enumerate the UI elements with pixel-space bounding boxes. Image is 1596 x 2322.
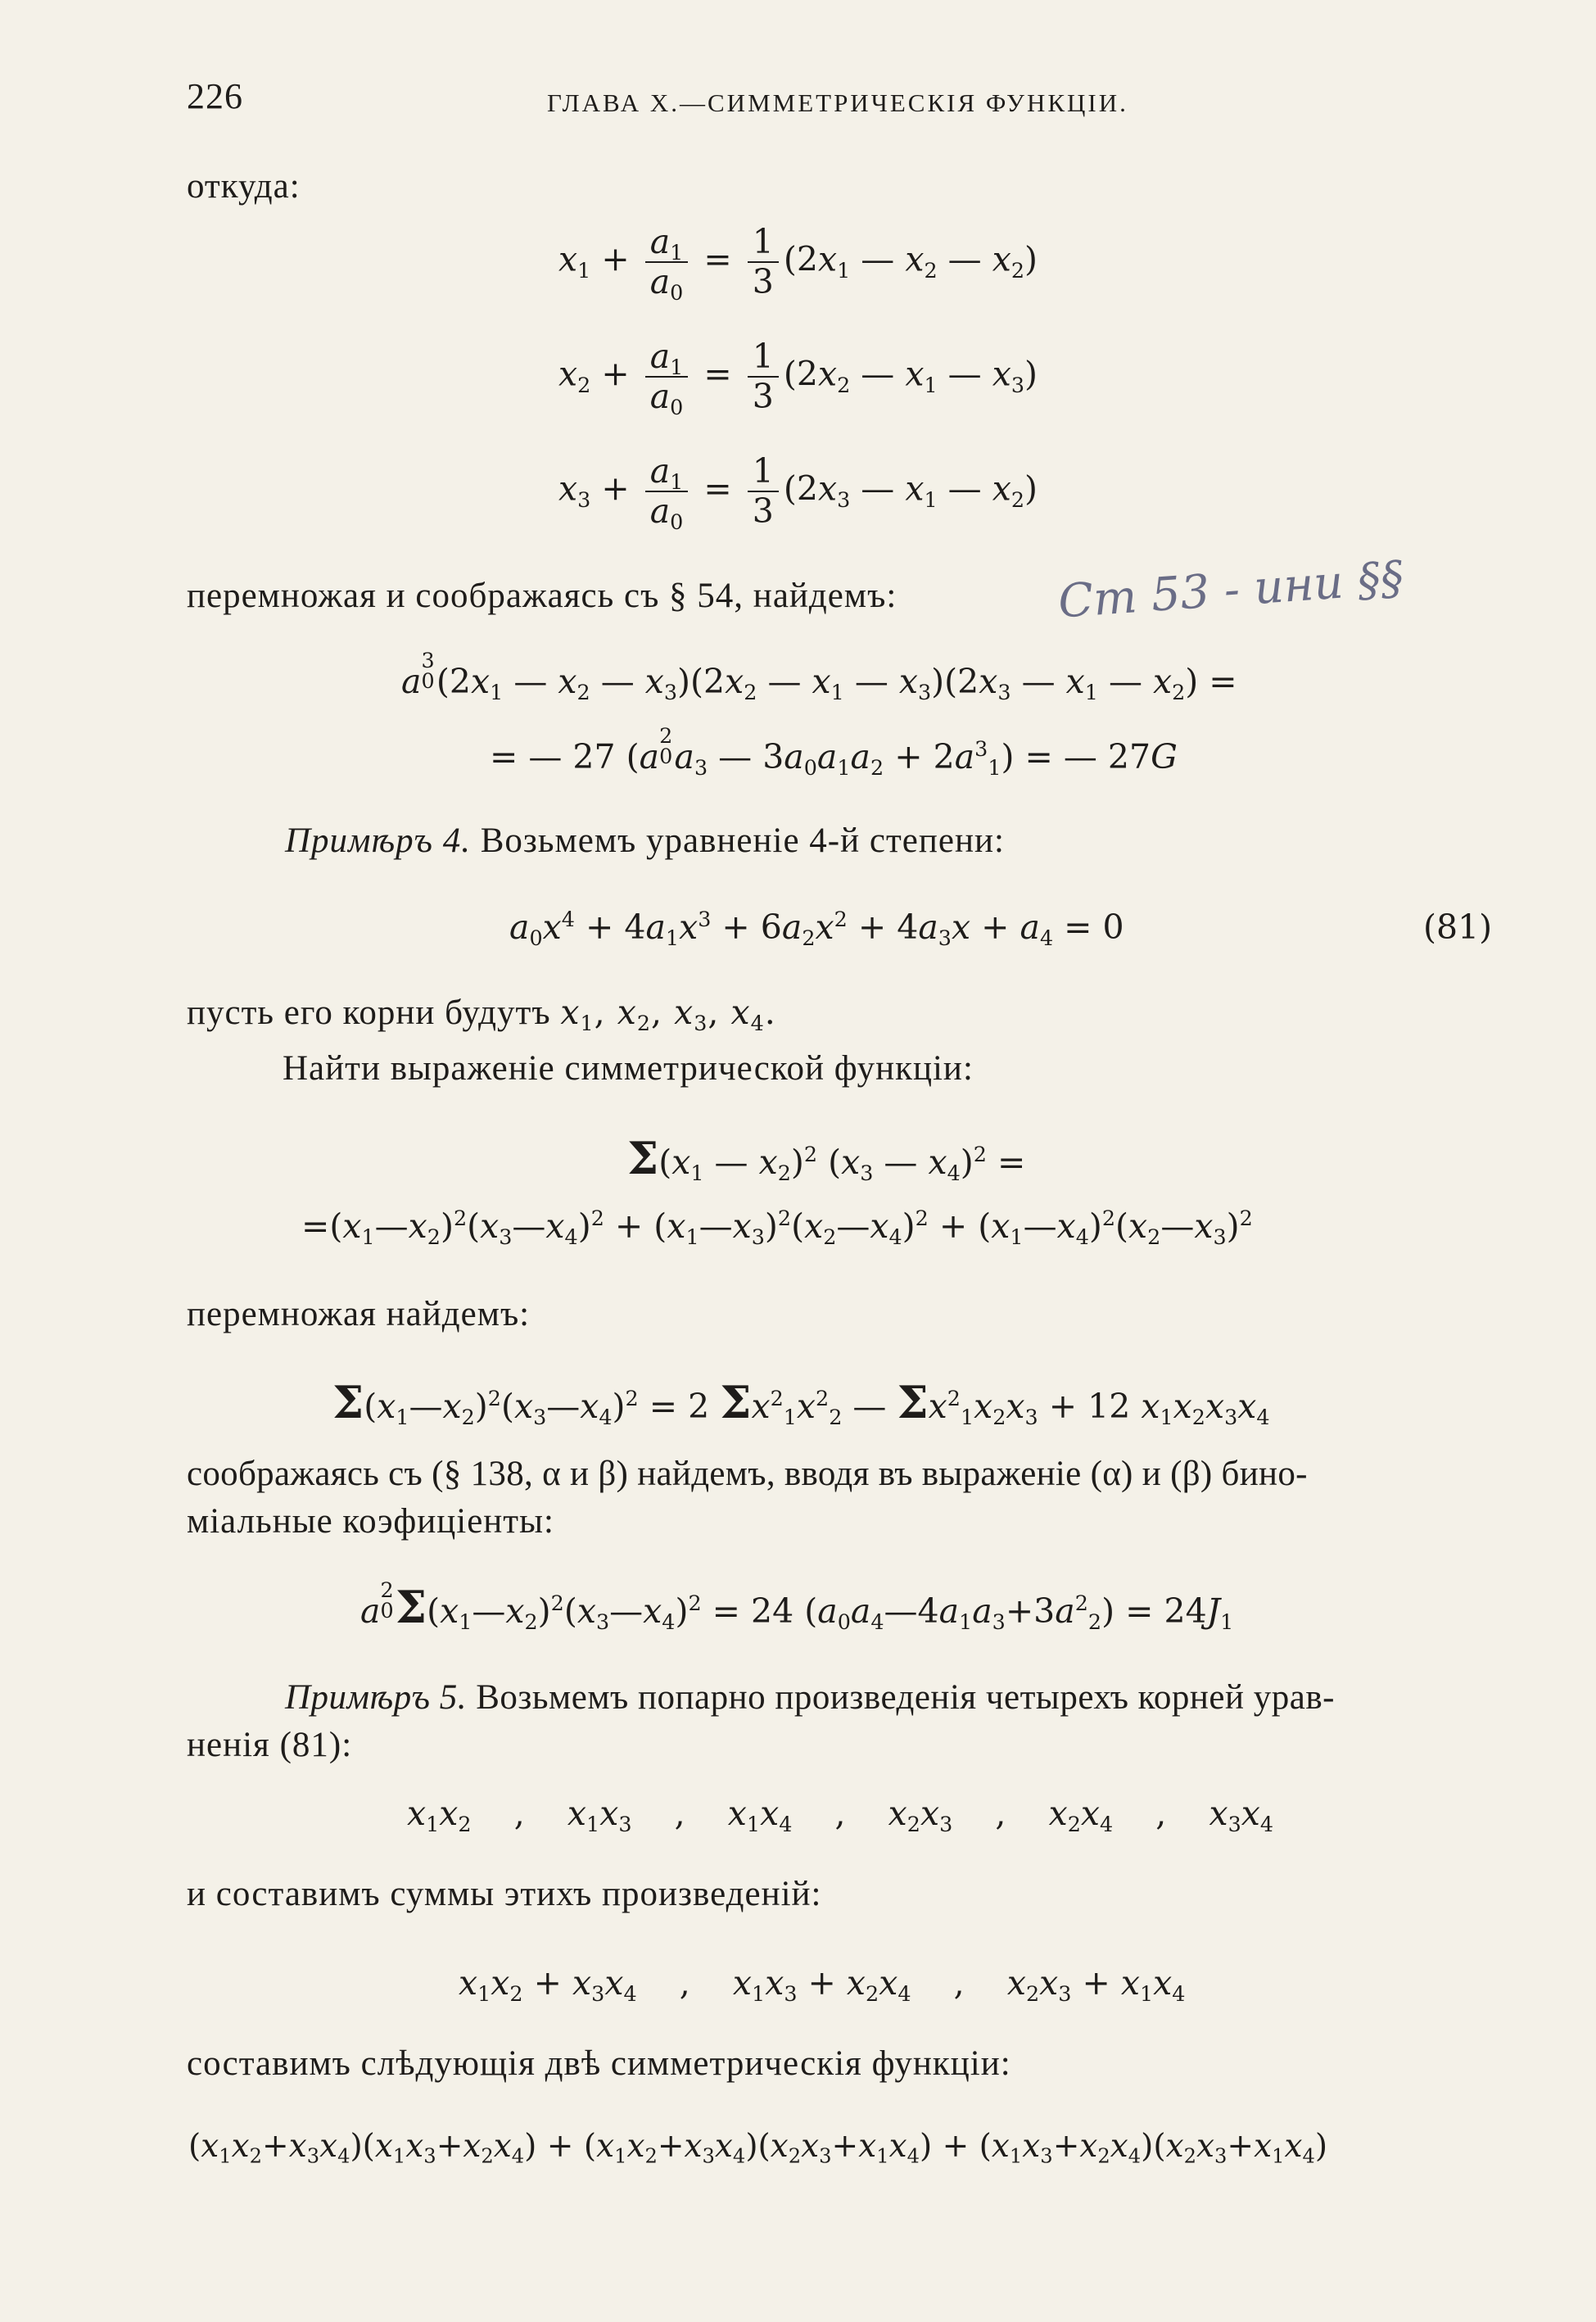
paragraph-find-expression: Найти выраженіе симметрической функціи:: [283, 1049, 974, 1088]
paragraph-coefficients: міальные коэфиціенты:: [187, 1502, 554, 1541]
equation-sigma-def: $\Sigma(x_1$ — $x_2)^2$ ($x_3$ — $x_4)^2$ =: [627, 1132, 1026, 1186]
equation-product-result: = — 27 (a 2 0 $a_3$ — $3a_0a_1a_2 + 2a^3_1$) = — 27G: [490, 723, 1178, 781]
running-title: ГЛАВА X.—СИММЕТРИЧЕСКІЯ ФУНКЦІИ.: [547, 88, 1128, 117]
handwritten-note: Ст 53 - ини §§: [1056, 551, 1406, 629]
paragraph-considering: соображаясь съ (§ 138, α и β) найдемъ, вводя въ выраженіе (α) и (β) бино-: [187, 1455, 1308, 1493]
equation-symmetric-function: $(x_1x_2+x_3x_4)(x_1x_3+x_2x_4) + (x_1x_2+x_3x_4)(x_2x_3+x_1x_4) + (x_1x_3+x_2x_4)(x_2x_3+x_1x_4)$: [188, 2128, 1328, 2168]
paragraph-multiplying: перемножая и соображаясь съ § 54, найдемъ:: [187, 577, 897, 615]
paragraph-compose-sums: и составимъ суммы этихъ произведеній:: [187, 1875, 822, 1913]
equation-product: a 3 0 ($2x_1$ — $x_2$ — $x_3)(2x_2$ — $x_1$ — $x_3)(2x_3$ — $x_1$ — $x_2$) =: [401, 648, 1237, 705]
paragraph-roots: пусть его корни будутъ $x_1$, $x_2$, $x_3$, $x_4$.: [187, 993, 776, 1036]
paragraph-whence: откуда:: [187, 167, 301, 206]
equation-sigma-result: $\Sigma(x_1—x_2)^2(x_3—x_4)^2 = 2$ $\Sigma x^2_1x^2_2$ — $\Sigma x^2_1x_2x_3 + 12$ $x_1x_2x_3x_4$: [332, 1376, 1270, 1430]
equation-x2: $x_2$ + $\frac{a_1}{a_0}$ = $\frac{1}{3}$ ($2x_2$ — $x_1$ — $x_3$): [558, 337, 1038, 420]
equation-sigma-coefficients: a 2 0 $\Sigma(x_1—x_2)^2(x_3—x_4)^2 = 24$ $(a_0a_4—4a_1a_3+3a^2_2) = 24J_1$: [360, 1577, 1234, 1635]
equation-pair-sums: $x_1x_2 + x_3x_4$ , $x_1x_3 + x_2x_4$ , $x_2x_3 + x_1x_4$: [459, 1963, 1186, 2007]
example5-heading: Примѣръ 5. Возьмемъ попарно произведенія четырехъ корней урав-: [285, 1678, 1335, 1717]
equation-81: $a_0x^4 + 4a_1x^3 + 6a_2x^2 + 4a_3x + a_4 = 0$: [509, 906, 1124, 951]
paragraph-multiplying2: перемножая найдемъ:: [187, 1295, 531, 1333]
paragraph-compose-functions: составимъ слѣдующія двѣ симметрическія функціи:: [187, 2044, 1011, 2083]
equation-number-81: (81): [1423, 908, 1493, 947]
page-number: 226: [187, 76, 243, 116]
equation-sigma-expanded: $=(x_1—x_2)^2(x_3—x_4)^2$ + $(x_1—x_3)^2(x_2—x_4)^2$ + $(x_1—x_4)^2(x_2—x_3)^2$: [301, 1205, 1253, 1250]
equation-x3: $x_3$ + $\frac{a_1}{a_0}$ = $\frac{1}{3}$ ($2x_3$ — $x_1$ — $x_2$): [558, 451, 1038, 535]
equation-x1: $x_1$ + $\frac{a_1}{a_0}$ = $\frac{1}{3}$ ($2x_1$ — $x_2$ — $x_2$): [558, 222, 1038, 306]
equation-pairwise-products: $x_1x_2$ , $x_1x_3$ , $x_1x_4$ , $x_2x_3$ , $x_2x_4$ , $x_3x_4$: [407, 1794, 1274, 1837]
example4-heading: Примѣръ 4. Возьмемъ уравненіе 4-й степени:: [285, 822, 1005, 860]
paragraph-equation-ref: ненія (81):: [187, 1726, 353, 1764]
